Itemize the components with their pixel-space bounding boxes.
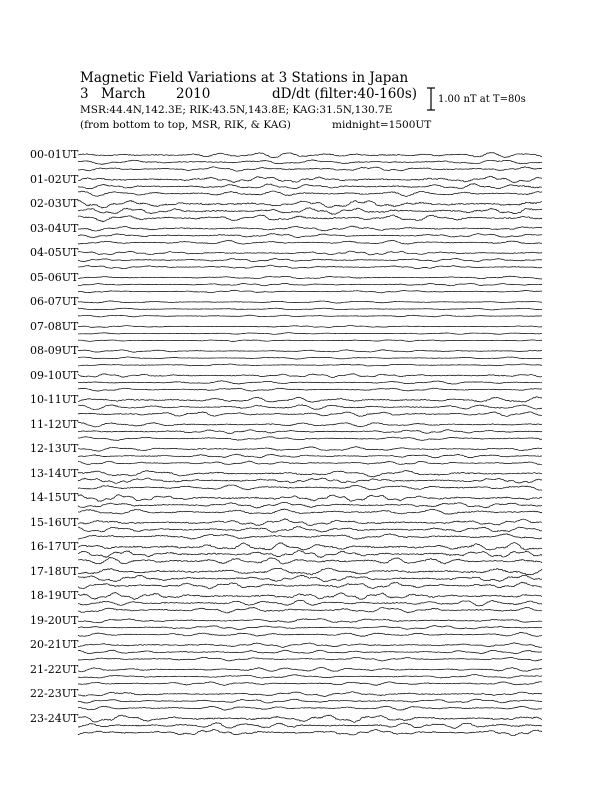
trace-05-06UT-KAG	[78, 276, 542, 279]
trace-13-14UT-KAG	[78, 470, 542, 477]
trace-16-17UT-MSR	[78, 557, 542, 564]
trace-03-04UT-KAG	[78, 226, 542, 231]
trace-12-13UT-MSR	[78, 461, 542, 465]
trace-12-13UT-RIK	[78, 454, 542, 458]
row-label-13-14UT: 13-14UT	[30, 466, 79, 480]
row-label-14-15UT: 14-15UT	[30, 491, 79, 504]
trace-14-15UT-MSR	[78, 509, 542, 514]
trace-01-02UT-RIK	[78, 184, 542, 189]
trace-23-24UT-MSR	[78, 729, 542, 735]
trace-05-06UT-MSR	[78, 290, 542, 293]
row-label-11-12UT: 11-12UT	[30, 417, 79, 431]
trace-08-09UT-RIK	[78, 357, 542, 359]
row-label-08-09UT: 08-09UT	[30, 344, 79, 357]
trace-15-16UT-MSR	[78, 534, 542, 540]
trace-19-20UT-MSR	[78, 632, 542, 636]
station-coordinates: MSR:44.4N,142.3E; RIK:43.5N,143.8E; KAG:31.5N,130.7E	[80, 104, 393, 116]
trace-10-11UT-KAG	[78, 397, 542, 403]
trace-11-12UT-MSR	[78, 437, 542, 441]
row-label-03-04UT: 03-04UT	[30, 221, 79, 235]
trace-16-17UT-KAG	[78, 543, 542, 551]
row-label-01-02UT: 01-02UT	[30, 172, 79, 186]
row-label-18-19UT: 18-19UT	[30, 589, 79, 602]
trace-18-19UT-KAG	[78, 593, 542, 600]
trace-09-10UT-MSR	[78, 388, 542, 391]
trace-13-14UT-MSR	[78, 485, 542, 490]
trace-06-07UT-KAG	[78, 301, 542, 303]
trace-02-03UT-RIK	[78, 208, 542, 215]
trace-01-02UT-KAG	[78, 176, 542, 183]
row-label-12-13UT: 12-13UT	[30, 442, 79, 455]
row-label-16-17UT: 16-17UT	[30, 540, 79, 553]
row-label-09-10UT: 09-10UT	[30, 368, 79, 382]
row-label-19-20UT: 19-20UT	[30, 613, 79, 627]
row-label-07-08UT: 07-08UT	[30, 319, 79, 333]
trace-02-03UT-KAG	[78, 200, 542, 208]
trace-09-10UT-RIK	[78, 381, 542, 384]
trace-15-16UT-RIK	[78, 526, 542, 532]
trace-21-22UT-RIK	[78, 674, 542, 678]
trace-20-21UT-MSR	[78, 657, 542, 661]
trace-01-02UT-MSR	[78, 191, 542, 196]
trace-12-13UT-KAG	[78, 447, 542, 452]
row-label-20-21UT: 20-21UT	[30, 638, 79, 651]
trace-13-14UT-RIK	[78, 478, 542, 483]
trace-22-23UT-KAG	[78, 692, 542, 697]
date-day: 3	[80, 86, 89, 102]
trace-00-01UT-RIK	[78, 160, 542, 165]
trace-04-05UT-RIK	[78, 258, 542, 261]
trace-10-11UT-RIK	[78, 405, 542, 410]
trace-21-22UT-MSR	[78, 682, 542, 686]
trace-02-03UT-MSR	[78, 215, 542, 222]
row-label-15-16UT: 15-16UT	[30, 515, 79, 529]
row-label-04-05UT: 04-05UT	[30, 246, 79, 259]
trace-19-20UT-RIK	[78, 626, 542, 630]
trace-17-18UT-MSR	[78, 582, 542, 589]
row-label-10-11UT: 10-11UT	[30, 393, 79, 406]
row-label-00-01UT: 00-01UT	[30, 148, 79, 161]
trace-14-15UT-KAG	[78, 495, 542, 502]
trace-11-12UT-KAG	[78, 422, 542, 426]
midnight-note: midnight=1500UT	[332, 119, 432, 131]
trace-00-01UT-KAG	[78, 152, 542, 157]
component-filter: dD/dt (filter:40-160s)	[272, 86, 418, 102]
trace-20-21UT-KAG	[78, 643, 542, 648]
trace-14-15UT-RIK	[78, 502, 542, 508]
trace-00-01UT-MSR	[78, 167, 542, 172]
trace-09-10UT-KAG	[78, 374, 542, 378]
row-label-23-24UT: 23-24UT	[30, 711, 79, 725]
trace-07-08UT-RIK	[78, 333, 542, 335]
row-label-21-22UT: 21-22UT	[30, 662, 79, 676]
trace-18-19UT-RIK	[78, 600, 542, 606]
trace-15-16UT-KAG	[78, 519, 542, 526]
trace-05-06UT-RIK	[78, 283, 542, 285]
scale-bar	[427, 88, 435, 110]
trace-22-23UT-MSR	[78, 706, 542, 710]
trace-17-18UT-RIK	[78, 575, 542, 582]
trace-03-04UT-RIK	[78, 233, 542, 237]
row-label-05-06UT: 05-06UT	[30, 270, 79, 284]
trace-08-09UT-MSR	[78, 364, 542, 366]
trace-11-12UT-RIK	[78, 430, 542, 434]
trace-20-21UT-RIK	[78, 650, 542, 653]
trace-06-07UT-MSR	[78, 315, 542, 317]
trace-21-22UT-KAG	[78, 667, 542, 671]
trace-06-07UT-RIK	[78, 308, 542, 310]
trace-07-08UT-KAG	[78, 326, 542, 328]
trace-08-09UT-KAG	[78, 350, 542, 352]
trace-group	[78, 152, 542, 735]
row-label-17-18UT: 17-18UT	[30, 564, 79, 578]
trace-04-05UT-MSR	[78, 265, 542, 269]
trace-23-24UT-RIK	[78, 723, 542, 729]
trace-18-19UT-MSR	[78, 607, 542, 613]
trace-04-05UT-KAG	[78, 251, 542, 255]
trace-23-24UT-KAG	[78, 715, 542, 722]
station-order-note: (from bottom to top, MSR, RIK, & KAG)	[80, 119, 291, 131]
trace-07-08UT-MSR	[78, 340, 542, 342]
row-label-22-23UT: 22-23UT	[30, 687, 79, 700]
trace-19-20UT-KAG	[78, 619, 542, 623]
chart-title: Magnetic Field Variations at 3 Stations in Japan	[80, 70, 409, 86]
trace-03-04UT-MSR	[78, 240, 542, 244]
trace-10-11UT-MSR	[78, 412, 542, 417]
scale-bar-label: 1.00 nT at T=80s	[438, 94, 526, 105]
row-label-06-07UT: 06-07UT	[30, 295, 79, 308]
trace-22-23UT-RIK	[78, 699, 542, 703]
row-label-02-03UT: 02-03UT	[30, 197, 79, 210]
date-year: 2010	[176, 86, 211, 102]
trace-16-17UT-RIK	[78, 550, 542, 557]
date-month: March	[101, 86, 146, 102]
trace-17-18UT-KAG	[78, 568, 542, 575]
